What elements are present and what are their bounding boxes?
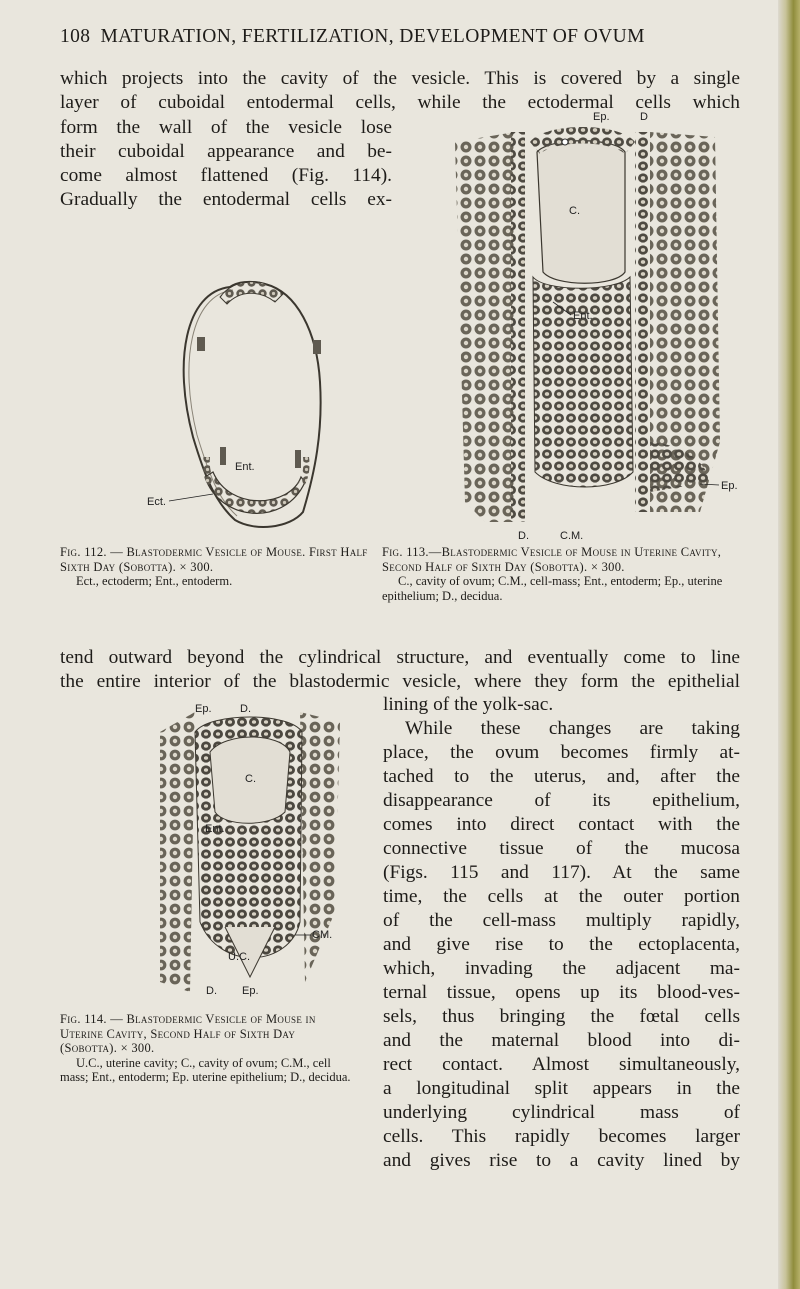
para2-col-line: and the maternal blood into di- bbox=[383, 1030, 740, 1051]
fig114-label-d-bottom: D. bbox=[206, 985, 217, 997]
fig113-caption bbox=[382, 545, 747, 603]
fig112-caption bbox=[60, 545, 370, 589]
para2-col-line: and gives rise to a cavity lined by bbox=[383, 1150, 740, 1171]
figure-113-illustration bbox=[445, 112, 745, 542]
running-title: MATURATION, FERTILIZATION, DEVELOPMENT OF OVUM bbox=[100, 26, 645, 47]
para2-col-line: which, invading the adjacent ma- bbox=[383, 958, 740, 979]
fig112-caption-title: Fig. 112. — Blastodermic Vesicle of Mouse. First Half Sixth Day (Sobotta). × 300. bbox=[60, 545, 368, 574]
para2-col-line: comes into direct contact with the bbox=[383, 814, 740, 835]
para2-col-line: (Figs. 115 and 117). At the same bbox=[383, 862, 740, 883]
figure-114-illustration bbox=[140, 692, 355, 1002]
para2-col-line: place, the ovum becomes firmly at- bbox=[383, 742, 740, 763]
fig114-label-cm: CM. bbox=[312, 929, 333, 941]
book-page-edge bbox=[778, 0, 800, 1289]
fig113-label-d-top: D bbox=[640, 112, 648, 123]
fig113-label-ent: Ent. bbox=[573, 310, 593, 322]
page-number: 108 bbox=[60, 26, 91, 47]
para1-line2: layer of cuboidal entodermal cells, while the ectodermal cells which bbox=[60, 92, 740, 113]
para2-col-line: underlying cylindrical mass of bbox=[383, 1102, 740, 1123]
fig113-caption-legend: C., cavity of ovum; C.M., cell-mass; Ent., entoderm; Ep., uterine epithelium; D., decidua. bbox=[382, 574, 723, 603]
fig114-caption-title: Fig. 114. — Blastodermic Vesicle of Mouse in Uterine Cavity, Second Half of Sixth Day (Sobotta). × 300. bbox=[60, 1012, 316, 1055]
para1-col-line: come almost flattened (Fig. 114). bbox=[60, 165, 392, 186]
para2-col-line: While these changes are taking bbox=[405, 718, 740, 739]
para2-col-line: sels, thus bringing the fœtal cells bbox=[383, 1006, 740, 1027]
para1-col-line: Gradually the entodermal cells ex- bbox=[60, 189, 392, 210]
fig113-label-cm: C.M. bbox=[560, 530, 584, 542]
para2-col-line: a longitudinal split appears in the bbox=[383, 1078, 740, 1099]
para2-col-line: cells. This rapidly becomes larger bbox=[383, 1126, 740, 1147]
para2-col-line: and give rise to the ectoplacenta, bbox=[383, 934, 740, 955]
fig114-caption bbox=[60, 1012, 352, 1085]
para2-col-line: tached to the uterus, and, after the bbox=[383, 766, 740, 787]
fig112-label-ent: Ent. bbox=[235, 461, 255, 473]
para2-col-line: time, the cells at the outer portion bbox=[383, 886, 740, 907]
para1-line1: which projects into the cavity of the vesicle. This is covered by a single bbox=[60, 68, 740, 89]
fig114-label-c: C. bbox=[245, 773, 256, 785]
para2-col-line: lining of the yolk-sac. bbox=[383, 694, 554, 715]
para2-line1: tend outward beyond the cylindrical structure, and eventually come to line bbox=[60, 647, 740, 668]
fig113-label-ep-top: Ep. bbox=[593, 112, 610, 123]
running-header bbox=[60, 26, 760, 48]
fig113-label-c: C. bbox=[569, 205, 580, 217]
fig112-caption-legend: Ect., ectoderm; Ent., entoderm. bbox=[76, 574, 233, 588]
para2-col-line: of the cell-mass multiply rapidly, bbox=[383, 910, 740, 931]
figure-112-illustration bbox=[125, 222, 365, 542]
fig114-caption-legend: U.C., uterine cavity; C., cavity of ovum; C.M., cell mass; Ent., entoderm; Ep. uterine epithelium; D., decidua. bbox=[60, 1055, 351, 1084]
fig114-label-ent: Ent. bbox=[205, 823, 225, 835]
para2-line2: the entire interior of the blastodermic vesicle, where they form the epithelial bbox=[60, 671, 740, 692]
fig114-label-ep-top: Ep. bbox=[195, 703, 212, 715]
fig114-label-uc: U.C. bbox=[228, 951, 250, 963]
fig112-label-ect: Ect. bbox=[147, 496, 166, 508]
para2-col-line: ternal tissue, opens up its blood-ves- bbox=[383, 982, 740, 1003]
para1-col-line: their cuboidal appearance and be- bbox=[60, 141, 392, 162]
para2-col-line: connective tissue of the mucosa bbox=[383, 838, 740, 859]
para2-col-line: rect contact. Almost simultaneously, bbox=[383, 1054, 740, 1075]
para1-col-line: form the wall of the vesicle lose bbox=[60, 117, 392, 138]
fig113-label-d-bottom: D. bbox=[518, 530, 529, 542]
fig114-label-ep-bottom: Ep. bbox=[242, 985, 259, 997]
fig113-label-ep-right: Ep. bbox=[721, 480, 738, 492]
para2-col-line: disappearance of its epithelium, bbox=[383, 790, 740, 811]
fig113-caption-title: Fig. 113.—Blastodermic Vesicle of Mouse in Uterine Cavity, Second Half of Sixth Day (Sobotta). × 300. bbox=[382, 545, 722, 574]
fig114-label-d-top: D. bbox=[240, 703, 251, 715]
